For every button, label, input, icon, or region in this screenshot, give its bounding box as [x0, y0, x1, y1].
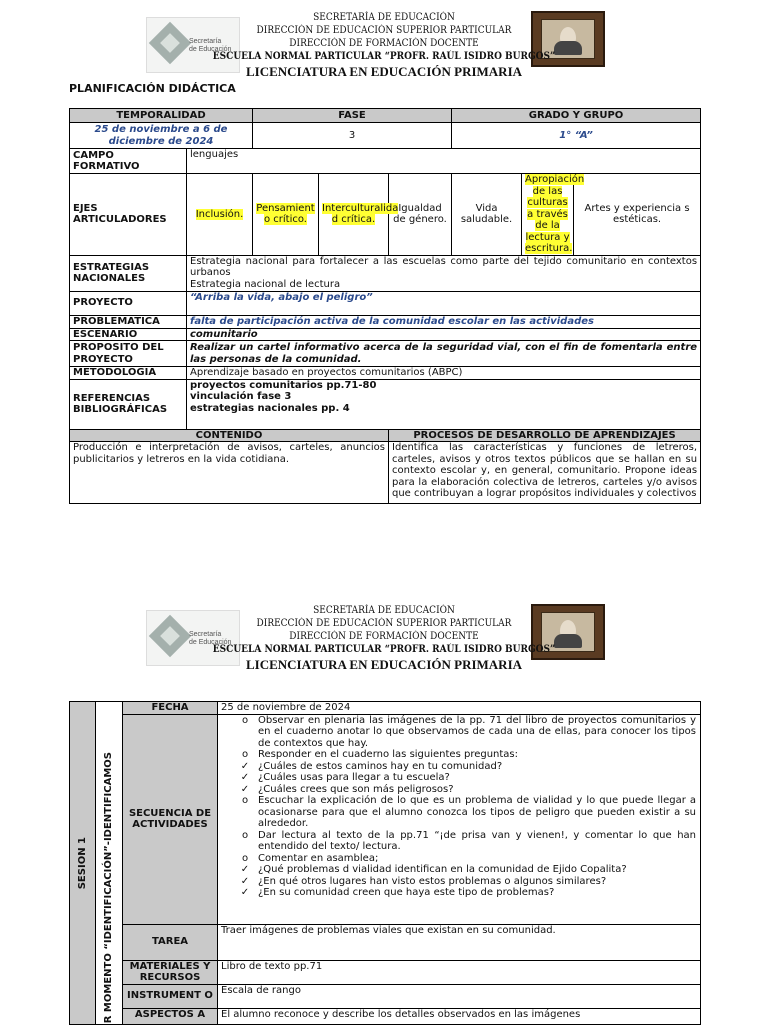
contenido-header: CONTENIDO: [70, 429, 389, 442]
eje-inclusion: Inclusión.: [187, 174, 253, 256]
proyecto-row: [70, 291, 701, 315]
checkmark-icon: ✓: [240, 760, 250, 772]
actividad-item: [221, 795, 696, 830]
temporalidad-value: 25 de noviembre a 6 de diciembre de 2024: [70, 123, 253, 149]
proposito-value: Realizar un cartel informativo acerca de la seguridad vial, con el fin de fomentarla entre las personas de la comunidad.: [187, 341, 701, 367]
grado-header: GRADO Y GRUPO: [452, 109, 701, 123]
materiales-value: Libro de texto pp.71: [218, 960, 701, 984]
momento-label: R MOMENTO “IDENTIFICACIÓN”-IDENTIFICAMOS: [103, 752, 115, 1024]
aspectos-label: ASPECTOS A: [123, 1008, 218, 1024]
page-title: PLANIFICACIÓN DIDÁCTICA: [69, 82, 236, 95]
aspectos-value: El alumno reconoce y describe los detalles observados en las imágenes: [218, 1008, 701, 1024]
header2-line-1: SECRETARÍA DE EDUCACIÓN: [313, 605, 455, 616]
actividad-text: ¿En qué otros lugares han visto estos problemas o algunos similares?: [258, 875, 607, 887]
header-line-4: ESCUELA NORMAL PARTICULAR “PROFR. RAÚL ISIDRO BURGOS”: [212, 51, 556, 62]
proposito-row: [70, 341, 701, 367]
header-line-1: SECRETARÍA DE EDUCACIÓN: [313, 12, 455, 23]
actividad-item: [221, 887, 696, 899]
actividad-text: Observar en plenaria las imágenes de la pp. 71 del libro de proyectos comunitarios y en el cuaderno anotar lo que observamos de cada una de ellas, para conocer los tipos de contextos que hay.: [258, 714, 696, 749]
header-line-2: DIRECCIÓN DE EDUCACIÓN SUPERIOR PARTICULAR: [256, 25, 512, 36]
procesos-value: Identifica las características y funciones de letreros, carteles, avisos y otros textos públicos que se hallan en su contexto escolar y, en general, comunitario. Propone ideas para la elaboración colectiva de letreros, carteles y/o avisos que contribuyan a lograr propósitos individuales y colectivos: [389, 442, 701, 504]
checkmark-icon: ✓: [240, 783, 250, 795]
actividad-text: ¿En su comunidad creen que haya este tipo de problemas?: [258, 887, 555, 898]
problematica-row: [70, 315, 701, 328]
fecha-label: FECHA: [123, 702, 218, 715]
materiales-label: MATERIALES Y RECURSOS: [123, 960, 218, 984]
proposito-label: PROPOSITO DEL PROYECTO: [70, 341, 187, 367]
actividad-item: [221, 715, 696, 750]
materiales-row: [70, 960, 701, 984]
instrumento-value: Escala de rango: [218, 984, 701, 1008]
campo-value: lenguajes: [187, 149, 701, 174]
actividad-text: Comentar en asamblea;: [258, 852, 379, 864]
instrumento-row: [70, 984, 701, 1008]
contenido-header-row: [70, 429, 701, 442]
referencias-label: REFERENCIAS BIBLIOGRÁFICAS: [70, 379, 187, 429]
instrumento-label: INSTRUMENT O: [123, 984, 218, 1008]
actividades-list: [221, 715, 696, 899]
contenido-row: [70, 442, 701, 504]
header-line-3: DIRECCIÓN DE FORMACIÓN DOCENTE: [289, 38, 479, 49]
tarea-label: TAREA: [123, 924, 218, 960]
actividad-item: [221, 830, 696, 853]
metodologia-label: METODOLOGIA: [70, 367, 187, 380]
header2-line-3: DIRECCIÓN DE FORMACIÓN DOCENTE: [289, 631, 479, 642]
escenario-label: ESCENARIO: [70, 328, 187, 341]
eje-igualdad: Igualdad de género.: [389, 174, 452, 256]
metodologia-row: [70, 367, 701, 380]
procesos-header: PROCESOS DE DESARROLLO DE APRENDIZAJES: [389, 429, 701, 442]
header2-line-2: DIRECCIÓN DE EDUCACIÓN SUPERIOR PARTICULAR: [256, 618, 512, 629]
proyecto-label: PROYECTO: [70, 291, 187, 315]
eje-vida-saludable: Vida saludable.: [452, 174, 522, 256]
actividad-text: Responder en el cuaderno las siguientes preguntas:: [258, 749, 519, 760]
header-row: [70, 109, 701, 123]
secuencia-label: SECUENCIA DE ACTIVIDADES: [123, 714, 218, 924]
circle-bullet-icon: o: [241, 749, 249, 760]
actividad-text: ¿Cuáles usas para llegar a tu escuela?: [258, 772, 450, 783]
proyecto-value: “Arriba la vida, abajo el peligro”: [187, 291, 701, 315]
circle-bullet-icon: o: [241, 714, 249, 726]
actividad-item: [221, 772, 696, 784]
estrategias-label: ESTRATEGIAS NACIONALES: [70, 255, 187, 291]
campo-label: CAMPO FORMATIVO: [70, 149, 187, 174]
escenario-row: [70, 328, 701, 341]
circle-bullet-icon: o: [241, 795, 249, 806]
ejes-label: EJES ARTICULADORES: [70, 174, 187, 256]
actividad-item: [221, 761, 696, 773]
planning-table: [69, 108, 701, 504]
sesion-label: SESION 1: [76, 836, 88, 889]
secretaria-logo: Secretaría de Educación: [146, 17, 240, 73]
contenido-value: Producción e interpretación de avisos, carteles, anuncios publicitarios y letreros en la vida cotidiana.: [70, 442, 389, 504]
problematica-label: PROBLEMATICA: [70, 315, 187, 328]
temporalidad-header: TEMPORALIDAD: [70, 109, 253, 123]
header2-line-5: LICENCIATURA EN EDUCACIÓN PRIMARIA: [245, 657, 523, 672]
eje-apropiacion: Apropiación de las culturas a través de la lectura y escritura.: [522, 174, 574, 256]
header-line-5: LICENCIATURA EN EDUCACIÓN PRIMARIA: [245, 64, 523, 79]
fase-header: FASE: [253, 109, 452, 123]
actividad-item: [221, 749, 696, 761]
estrategias-value: Estrategia nacional para fortalecer a las escuelas como parte del tejido comunitario en contextos urbanos Estrategia nacional de lectura: [187, 255, 701, 291]
checkmark-icon: ✓: [240, 772, 250, 783]
problematica-value: falta de participación activa de la comunidad escolar en las actividades: [187, 315, 701, 328]
campo-row: [70, 149, 701, 174]
actividad-text: Dar lectura al texto de la pp.71 “¡de prisa van y vienen!, y comentar lo que han entendido del texto/ lectura.: [258, 829, 696, 852]
circle-bullet-icon: o: [241, 852, 249, 864]
metodologia-value: Aprendizaje basado en proyectos comunitarios (ABPC): [187, 367, 701, 380]
fecha-value: 25 de noviembre de 2024: [218, 702, 701, 715]
eje-interculturalidad: Interculturalida d crítica.: [319, 174, 389, 256]
secretaria-logo-2: Secretaría de Educación: [146, 610, 240, 666]
tarea-row: [70, 924, 701, 960]
escenario-value: comunitario: [187, 328, 701, 341]
actividades-cell: [218, 714, 701, 924]
header2-line-4: ESCUELA NORMAL PARTICULAR “PROFR. RAÚL ISIDRO BURGOS”: [212, 644, 556, 655]
header-values-row: [70, 123, 701, 149]
checkmark-icon: ✓: [240, 887, 250, 898]
eje-pensamiento: Pensamient o crítico.: [253, 174, 319, 256]
estrategias-row: [70, 255, 701, 291]
session-table: [69, 701, 701, 1025]
aspectos-row: [70, 1008, 701, 1024]
actividad-item: [221, 876, 696, 888]
referencias-row: [70, 379, 701, 429]
eje-artes: Artes y experiencia s estéticas.: [574, 174, 701, 256]
actividad-text: Escuchar la explicación de lo que es un problema de vialidad y lo que puede llegar a ocasionarse para que el alumno conozca los tipos de peligro que pueden existir a su alrededor.: [258, 795, 696, 829]
actividad-text: ¿Cuáles de estos caminos hay en tu comunidad?: [258, 760, 503, 772]
checkmark-icon: ✓: [240, 875, 250, 887]
grado-value: 1° “A”: [452, 123, 701, 149]
checkmark-icon: ✓: [240, 864, 250, 875]
tarea-value: Traer imágenes de problemas viales que existan en su comunidad.: [218, 924, 701, 960]
actividad-item: [221, 784, 696, 796]
referencias-value: proyectos comunitarios pp.71-80 vinculación fase 3 estrategias nacionales pp. 4: [187, 379, 701, 429]
fecha-row: [70, 702, 701, 715]
secuencia-row: [70, 714, 701, 924]
sesion-cell: [70, 702, 96, 1025]
actividad-item: [221, 864, 696, 876]
fase-value: 3: [253, 123, 452, 149]
circle-bullet-icon: o: [241, 829, 249, 841]
actividad-text: ¿Qué problemas d vialidad identifican en la comunidad de Ejido Copalita?: [258, 864, 627, 875]
ejes-row: [70, 174, 701, 256]
actividad-item: [221, 853, 696, 865]
momento-cell: [96, 702, 123, 1025]
actividad-text: ¿Cuáles crees que son más peligrosos?: [258, 783, 454, 795]
